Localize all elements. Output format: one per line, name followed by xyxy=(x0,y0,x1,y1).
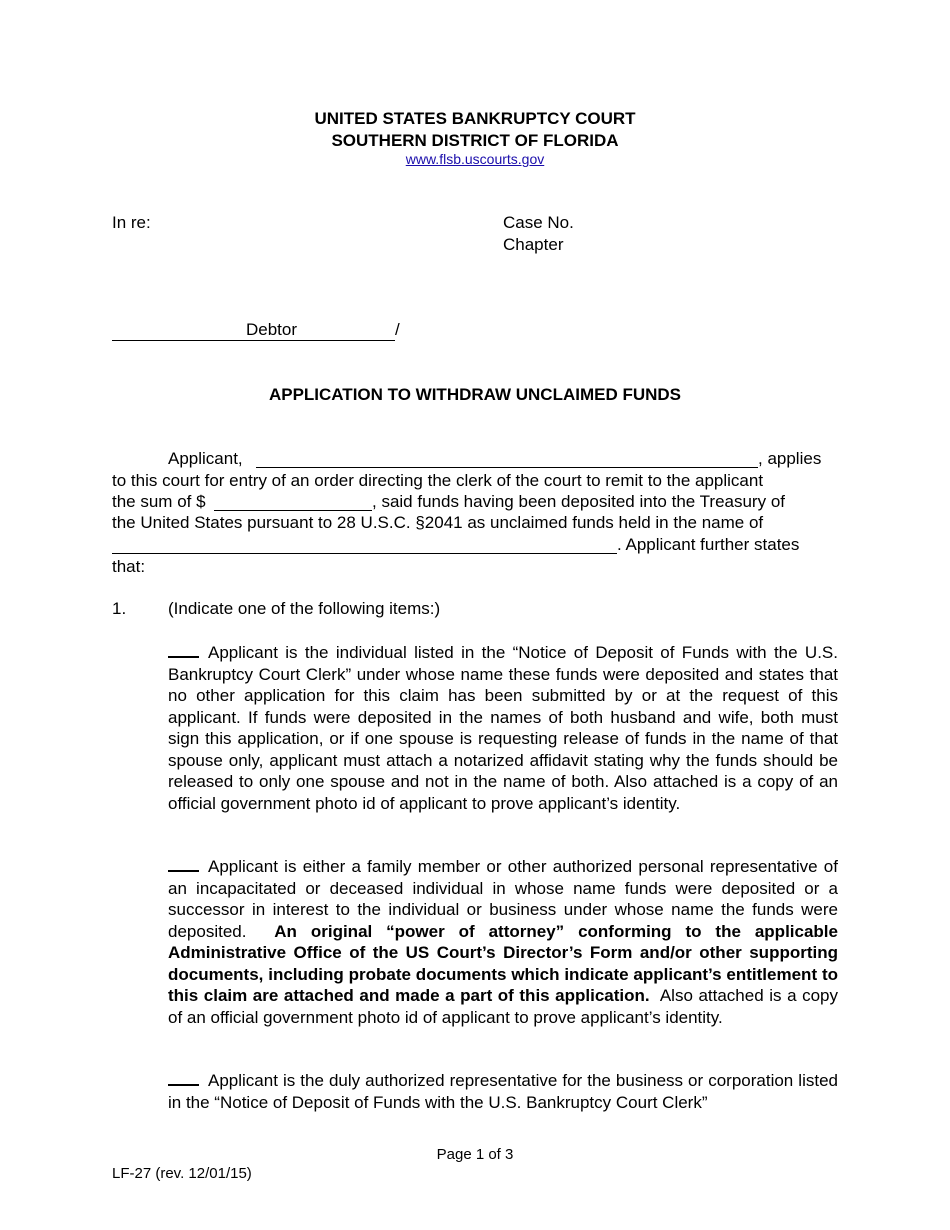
sum-suffix: , said funds having been deposited into the Treasury of xyxy=(372,492,785,511)
page-number: Page 1 of 3 xyxy=(436,1146,514,1163)
applicant-name-field[interactable] xyxy=(256,450,758,468)
applies-text: , applies xyxy=(758,449,822,468)
in-re-label: In re: xyxy=(112,213,151,232)
caption-slash: / xyxy=(395,320,400,339)
court-name: UNITED STATES BANKRUPTCY COURT xyxy=(314,109,636,128)
option-representative-checkbox[interactable] xyxy=(168,855,199,872)
court-website-link[interactable]: www.flsb.uscourts.gov xyxy=(405,151,545,167)
deposit-name-field[interactable] xyxy=(112,536,617,554)
document-title: APPLICATION TO WITHDRAW UNCLAIMED FUNDS xyxy=(268,385,682,404)
that-text: that: xyxy=(112,557,146,576)
case-number-label: Case No. xyxy=(503,213,574,232)
option-individual-text: Applicant is the individual listed in the “Notice of Deposit of Funds with the U.S. Bankruptcy Court Clerk” under whose name these funds were deposited and states that no other application for this claim has been submitted by or at the request of this applicant. If funds were deposited in the names of both husband and wife, both must sign this application, or if one spouse is requesting release of funds in the name of that spouse only, applicant must attach a notarized affidavit stating why the funds should be released to only one spouse and not in the name of both. Also attached is a copy of an official government photo id of applicant to prove applicant’s identity. xyxy=(168,643,838,813)
sum-amount-field[interactable] xyxy=(214,493,372,511)
district-name: SOUTHERN DISTRICT OF FLORIDA xyxy=(331,131,619,150)
debtor-name-line[interactable] xyxy=(112,319,395,341)
item-instruction: (Indicate one of the following items:) xyxy=(168,599,441,618)
further-states-text: . Applicant further states xyxy=(617,535,800,554)
option-business-checkbox[interactable] xyxy=(168,1069,199,1086)
option-representative xyxy=(168,855,838,1028)
option-representative-text: Applicant is either a family member or other authorized personal representative of an incapacitated or deceased individual in whose name funds were deposited or a successor in interest to the individual or business under whose name the funds were deposited. xyxy=(168,857,838,941)
intro-line-2: to this court for entry of an order directing the clerk of the court to remit to the applicant xyxy=(112,471,764,490)
option-individual-checkbox[interactable] xyxy=(168,641,199,658)
option-business-text: Applicant is the duly authorized representative for the business or corporation listed in the “Notice of Deposit of Funds with the U.S. Bankruptcy Court Clerk” xyxy=(168,1071,838,1112)
option-business xyxy=(168,1069,838,1113)
sum-prefix: the sum of $ xyxy=(112,492,206,511)
option-individual xyxy=(168,641,838,814)
debtor-label: Debtor xyxy=(246,320,298,339)
form-number: LF-27 (rev. 12/01/15) xyxy=(112,1165,252,1182)
applicant-prefix: Applicant, xyxy=(168,449,243,468)
chapter-label: Chapter xyxy=(503,235,564,254)
option-representative-id-text: Also attached is a copy of an official government photo id of applicant to prove applicant’s identity. xyxy=(168,986,838,1027)
item-number: 1. xyxy=(112,599,127,618)
intro-line-4: the United States pursuant to 28 U.S.C. §2041 as unclaimed funds held in the name of xyxy=(112,513,764,532)
option-representative-bold-text: An original “power of attorney” conforming to the applicable Administrative Office of the US Court’s Director’s Form and/or other supporting documents, including probate documents which indicate applicant’s entitlement to this claim are attached and made a part of this application. xyxy=(168,921,838,1005)
